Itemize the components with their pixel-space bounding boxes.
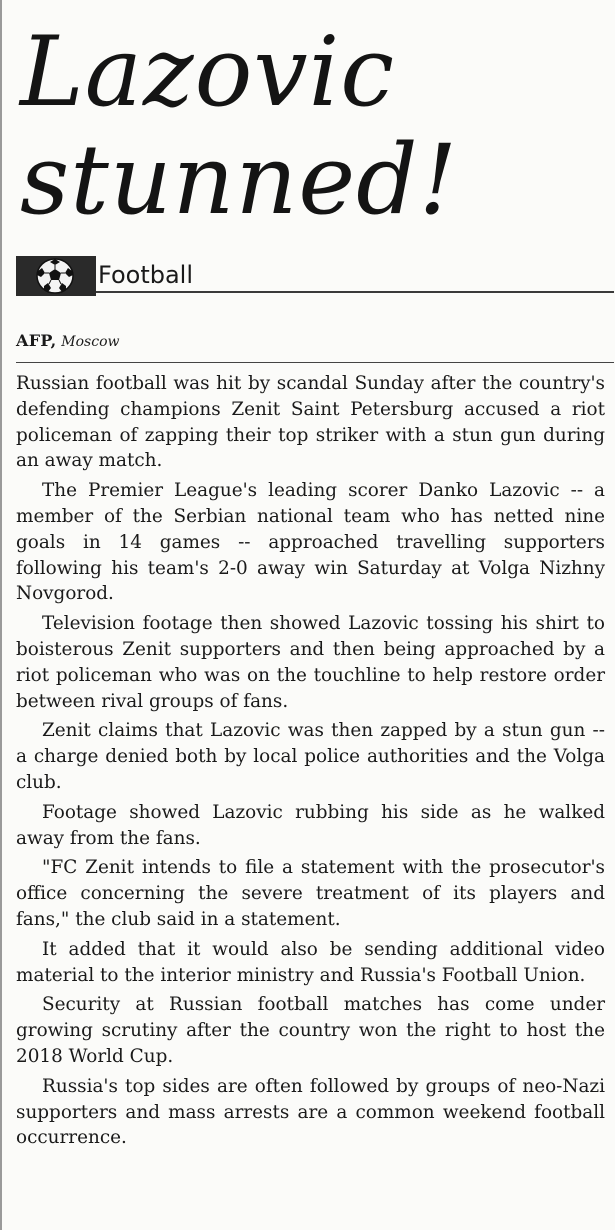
headline-line-1: Lazovic	[20, 16, 396, 128]
paragraph: Russia's top sides are often followed by groups of neo-Nazi supporters and mass arrests are a common weekend football occurrence.	[16, 1075, 605, 1149]
paragraph: It added that it would also be sending additional video material to the interior ministry and Russia's Football Union.	[16, 938, 605, 986]
paragraph: The Premier League's leading scorer Danko Lazovic -- a member of the Serbian national team who has netted nine goals in 14 games -- approached travelling supporters following his team's 2-0 away win Saturday at Volga Nizhny Novgorod.	[16, 480, 605, 605]
headline-line-2: stunned!	[20, 124, 459, 236]
section-label: Football	[98, 261, 194, 289]
paragraph: "FC Zenit intends to file a statement with the prosecutor's office concerning the severe treatment of its players and fans," the club said in a statement.	[16, 857, 605, 930]
paragraph: Television footage then showed Lazovic tossing his shirt to boisterous Zenit supporters and then being approached by a riot policeman who was on the touchline to help restore order between rival groups of fans.	[16, 613, 605, 712]
article-body	[16, 371, 605, 1155]
paragraph: Footage showed Lazovic rubbing his side as he walked away from the fans.	[16, 801, 605, 849]
section-header	[16, 256, 614, 296]
byline-city: Moscow	[61, 334, 120, 350]
soccer-ball-icon	[36, 258, 74, 294]
paragraph: Zenit claims that Lazovic was then zapped by a stun gun -- a charge denied both by local police authorities and the Volga club.	[16, 720, 605, 793]
byline-divider	[16, 362, 614, 363]
byline-agency: AFP,	[16, 331, 57, 350]
headline	[20, 18, 610, 234]
byline	[16, 331, 120, 352]
section-icon-box	[16, 256, 96, 296]
paragraph: Russian football was hit by scandal Sunday after the country's defending champions Zenit Saint Petersburg accused a riot policeman of zapping their top striker with a stun gun during an away match.	[16, 373, 605, 472]
paragraph: Security at Russian football matches has come under growing scrutiny after the country won the right to host the 2018 World Cup.	[16, 994, 605, 1067]
section-rule	[96, 291, 614, 293]
